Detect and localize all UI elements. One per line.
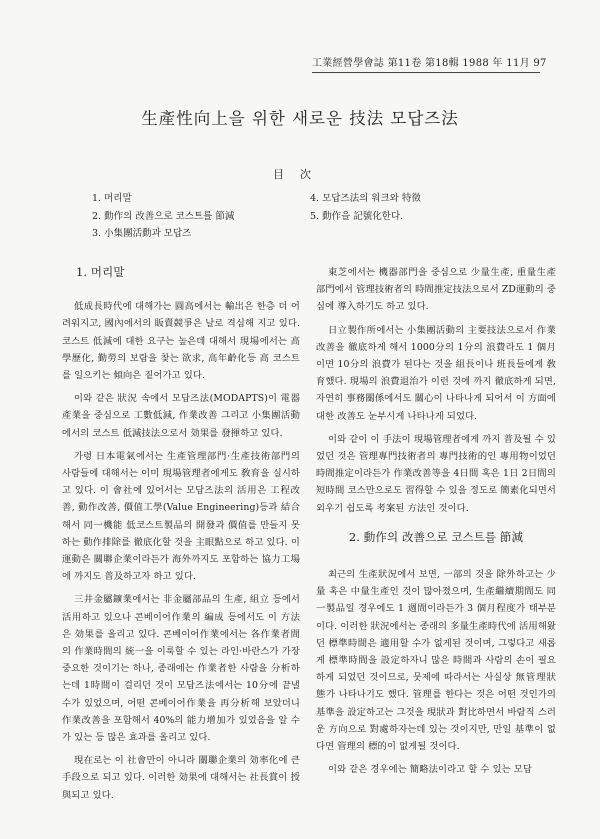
- section-heading-1: 1. 머리말: [76, 265, 125, 279]
- body-paragraph: 가령 日本電氣에서는 生產管理部門·生產技術部門의 사람들에 대해서는 이미 現場管理者에게도 敎育을 실시하고 있다. 이 會社에 있어서는 모답즈法의 活用은 工程改善, 動作改善, 價值工學(Value Engineering)등과 結合해서 同一機能 低코스트製品의 開發과 價值를 만들지 못하는 動作排除를 徹底化할 것을 主眼點으로 하고 있다. 이 運動은 關聯企業이라든가 海外까지도 포함하는 協力工場에 까지도 普及하고자 하고 있다.: [62, 450, 300, 583]
- section-heading-2: 2. 動作의 改善으로 코스트를 節減: [348, 529, 524, 544]
- toc-item: 1. 머리말: [92, 193, 132, 204]
- body-paragraph: 低成長時代에 대해가는 圓高에서는 輸出은 한층 더 어려워지고, 國內에서의 販賣競爭은 날로 격심해 지고 있다. 코스트 低減에 대한 요구는 높은데 대해서 現場에서는 高學歷化, 勤勞의 보람을 찾는 欲求, 高年齡化등 高 코스트를 일으키는 傾向은 짙어가고 있다.: [62, 301, 300, 382]
- body-right-column: [316, 264, 556, 784]
- body-paragraph: 이와 같이 이 手法이 現場管理者에게 까지 普及될 수 있었던 것은 管理專門技術者의 專門技術的인 專用物이었던 時間推定이라든가 作業改善等을 4日間 혹은 1日 2日間의 短時間 코스만으로도 習得할 수 있을 정도로 簡素化되면서 외우기 쉽도록 考案된 方法인 것이다.: [316, 433, 556, 514]
- toc-item: 5. 動作을 記號化한다.: [310, 210, 404, 222]
- journal-header: [312, 54, 552, 73]
- paper-title: 生產性向上을 위한 새로운 技法 모답즈法: [141, 109, 459, 128]
- toc-item: 2. 動作의 改善으로 코스트를 節減: [92, 210, 235, 222]
- header-rule: [312, 72, 540, 73]
- body-paragraph: 現在로는 이 社會만이 아니라 關聯企業의 効率化에 큰 手段으로 되고 있다. 이러한 効果에 대해서는 社長賞이 授與되고 있다.: [62, 755, 300, 801]
- body-paragraph: 三井金屬鑛業에서는 非金屬部品의 生產, 組立 등에서 活用하고 있으나 콘베이어作業의 編成 등에서도 이 方法은 効果를 올리고 있다. 콘베이어作業에서는 各作業者間의 作業時間의 統一을 이룩할 수 있는 라인·바란스가 가장 중요한 것이기는 하나, 종래에는 作業者한 사람을 分析하는데 1時間이 걸리던 것이 모답즈法에서는 10分에 끝낼 수가 있었으며, 어떤 콘베이어作業을 再分析해 보았더니 作業改善을 포함해서 40%의 能力增加가 있었음을 알 수가 있는 등 많은 효과를 올리고 있다.: [62, 594, 300, 744]
- toc-item: 3. 小集團活動과 모답즈: [92, 228, 192, 239]
- journal-header-text: 工業經營學會誌 第11卷 第18輯 1988 年 11月 97: [312, 58, 547, 69]
- toc-heading: 目次: [273, 168, 327, 181]
- toc-item: 4. 모답즈法의 워크와 特徵: [310, 193, 421, 204]
- body-paragraph: 최근의 生產狀況에서 보면, 一部의 것을 除外하고는 少量 혹은 中量生產인 것이 많아졌으며, 生產繼續期間도 同一製品일 경우에도 1 週間이라든가 3 個月程度가 태부분이다. 이러한 狀況에서는 종래의 多量生產時代에 活用해왔던 標準時間은 適用할 수가 없게된 것이며, 그렇다고 새롭게 標準時間을 設定하자니 많은 時間과 사람의 손이 필요하게 되었던 것이므로, 뭇제에 따라서는 사실상 無管理狀態가 나타나기도 했다. 管理를 한다는 것은 어떤 것인가의 基準을 設定하고는 그것을 現狀과 對比하면서 바람직 스러운 方向으로 對處하자는데 있는 것이지만, 만일 基準이 없다면 管理의 標的이 없게될 것이다.: [316, 569, 556, 753]
- body-paragraph: 東芝에서는 機器部門을 중심으로 少量生產, 重量生產部門에서 管理技術者의 時間推定技法으로서 ZD運動의 중심에 導入하기도 하고 있다.: [316, 267, 556, 313]
- body-left-column: [62, 264, 300, 810]
- body-paragraph: 이와 같은 狀況 속에서 모답즈法(MODAPTS)이 電器產業을 중심으로 工數低減, 作業改善 그리고 小集團活動에서의 코스트 低減技法으로서 効果를 發揮하고 있다.: [62, 393, 300, 439]
- body-paragraph: 日立製作所에서는 小集團活動의 主要技法으로서 作業改善을 徹底하게 해서 1000分의 1分의 浪費라도 1 個月이면 10分의 浪費가 된다는 것을 組長이나 班長들에게 敎育했다. 現場의 浪費退治가 이런 것에 까지 徹底하게 되면, 자연히 事務關係에서도 關心이 나타나게 되어서 이 方面에 대한 改善도 눈부시게 나타나게 되었다.: [316, 324, 556, 422]
- toc-right-column: [310, 190, 421, 225]
- body-paragraph: 이와 같은 경우에는 簡略法이라고 할 수 있는 모답: [328, 764, 532, 776]
- toc-left-column: [92, 190, 234, 243]
